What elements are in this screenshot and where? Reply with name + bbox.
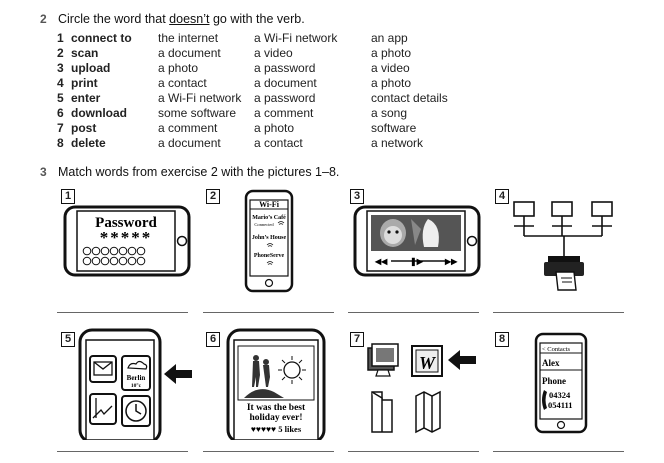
word-option[interactable]: a photo	[158, 61, 199, 75]
word-row	[57, 31, 448, 46]
rewind-icon: ◀◀	[375, 257, 388, 266]
phone-number-1: 04324	[549, 390, 571, 400]
phone-label: Phone	[542, 376, 567, 386]
weather-city: Berlin	[126, 374, 146, 382]
picture-3-video-phone	[353, 205, 483, 277]
picture-5-apps-tablet	[78, 328, 196, 440]
row-number: 1	[57, 31, 64, 45]
verb: post	[71, 121, 97, 135]
picture-2-wifi-phone	[244, 189, 294, 293]
printer-icon	[544, 256, 584, 290]
answer-line-2[interactable]	[203, 312, 334, 313]
clock-icon	[126, 401, 146, 421]
word-option[interactable]: a document	[158, 46, 221, 60]
verb: connect to	[71, 31, 132, 45]
exercise-3-instruction: Match words from exercise 2 with the pictures 1–8.	[58, 165, 340, 179]
answer-line-6[interactable]	[203, 451, 334, 452]
instruction-text-end: go with the verb.	[209, 12, 305, 26]
picture-1-password-phone	[63, 205, 193, 277]
word-option[interactable]: a password	[254, 91, 316, 105]
word-option[interactable]: a video	[371, 61, 410, 75]
word-option[interactable]: the internet	[158, 31, 219, 45]
exercise-2-number: 2	[40, 12, 47, 26]
word-option[interactable]: a password	[254, 61, 316, 75]
answer-line-3[interactable]	[348, 312, 479, 313]
exercise-3-number: 3	[40, 165, 47, 179]
word-option[interactable]: a Wi-Fi network	[158, 91, 242, 105]
answer-line-5[interactable]	[57, 451, 188, 452]
picture-number-4: 4	[495, 189, 509, 204]
word-row	[57, 136, 448, 151]
word-option[interactable]: a photo	[371, 76, 412, 90]
word-option[interactable]: a contact	[254, 136, 303, 150]
contact-name: Alex	[542, 358, 560, 368]
word-option[interactable]: software	[371, 121, 417, 135]
password-title: Password	[95, 215, 157, 231]
folded-document-icon	[416, 392, 440, 432]
verb-word-table	[57, 31, 448, 151]
word-row	[57, 76, 448, 91]
computer-monitor-icon	[368, 344, 398, 376]
word-row	[57, 46, 448, 61]
word-option[interactable]: a document	[254, 76, 317, 90]
row-number: 5	[57, 91, 64, 105]
file-icon	[372, 392, 392, 432]
picture-number-7: 7	[350, 332, 364, 347]
word-option[interactable]: a photo	[371, 46, 412, 60]
picture-number-2: 2	[206, 189, 220, 204]
word-option[interactable]: some software	[158, 106, 237, 120]
row-number: 6	[57, 106, 64, 120]
verb: enter	[71, 91, 101, 105]
word-option[interactable]: a video	[254, 46, 293, 60]
weather-temperature: 10°c	[130, 383, 142, 389]
word-option[interactable]: contact details	[371, 91, 448, 105]
likes-count: ♥♥♥♥♥ 5 likes	[250, 424, 302, 434]
row-number: 3	[57, 61, 64, 75]
wifi-network-3: PhoneServe	[253, 253, 285, 259]
fast-forward-icon: ▶▶	[445, 257, 458, 266]
answer-line-4[interactable]	[493, 312, 624, 313]
picture-8-contacts-phone	[534, 332, 588, 434]
verb: upload	[71, 61, 111, 75]
picture-4-network-printer	[508, 196, 628, 296]
play-pause-icon: ❚▶	[410, 257, 423, 266]
verb: scan	[71, 46, 99, 60]
arrow-left-icon	[164, 364, 192, 384]
row-number: 2	[57, 46, 64, 60]
word-option[interactable]: a network	[371, 136, 424, 150]
row-number: 7	[57, 121, 64, 135]
document-letter: W	[418, 353, 436, 373]
word-option[interactable]: a comment	[158, 121, 218, 135]
word-option[interactable]: a comment	[254, 106, 314, 120]
contacts-back-link: < Contacts	[542, 346, 571, 353]
picture-number-5: 5	[61, 332, 75, 347]
verb: delete	[71, 136, 106, 150]
word-option[interactable]: a song	[371, 106, 408, 120]
word-row	[57, 91, 448, 106]
password-stars: *****	[99, 228, 153, 247]
wifi-title: Wi-Fi	[259, 200, 279, 209]
word-option[interactable]: a contact	[158, 76, 207, 90]
arrow-left-icon	[448, 350, 476, 370]
post-line-1: It was the best	[246, 403, 306, 413]
picture-number-6: 6	[206, 332, 220, 347]
verb: print	[71, 76, 98, 90]
row-number: 4	[57, 76, 64, 90]
exercise-2-instruction	[58, 12, 305, 26]
computer-icons	[514, 202, 612, 216]
picture-7-software-icons	[364, 340, 484, 438]
instruction-underlined-word: doesn’t	[169, 12, 210, 26]
verb: download	[71, 106, 127, 120]
word-row	[57, 61, 448, 76]
word-option[interactable]: an app	[371, 31, 408, 45]
phone-number-2: 054111	[548, 400, 573, 410]
picture-6-social-post-phone	[226, 328, 326, 440]
word-document-icon	[412, 346, 442, 376]
wifi-connected-status: Connected	[254, 222, 274, 227]
wifi-network-2: John’s House	[251, 235, 287, 241]
word-option[interactable]: a photo	[254, 121, 295, 135]
answer-line-8[interactable]	[493, 451, 624, 452]
answer-line-1[interactable]	[57, 312, 188, 313]
word-option[interactable]: a document	[158, 136, 221, 150]
word-row	[57, 106, 448, 121]
picture-number-3: 3	[350, 189, 364, 204]
post-line-2: holiday ever!	[249, 413, 303, 423]
wifi-network-1: Mario’s Café	[252, 215, 286, 221]
picture-number-8: 8	[495, 332, 509, 347]
answer-line-7[interactable]	[348, 451, 479, 452]
instruction-text: Circle the word that	[58, 12, 170, 26]
picture-number-1: 1	[61, 189, 75, 204]
row-number: 8	[57, 136, 64, 150]
word-option[interactable]: a Wi-Fi network	[254, 31, 338, 45]
word-row	[57, 121, 448, 136]
